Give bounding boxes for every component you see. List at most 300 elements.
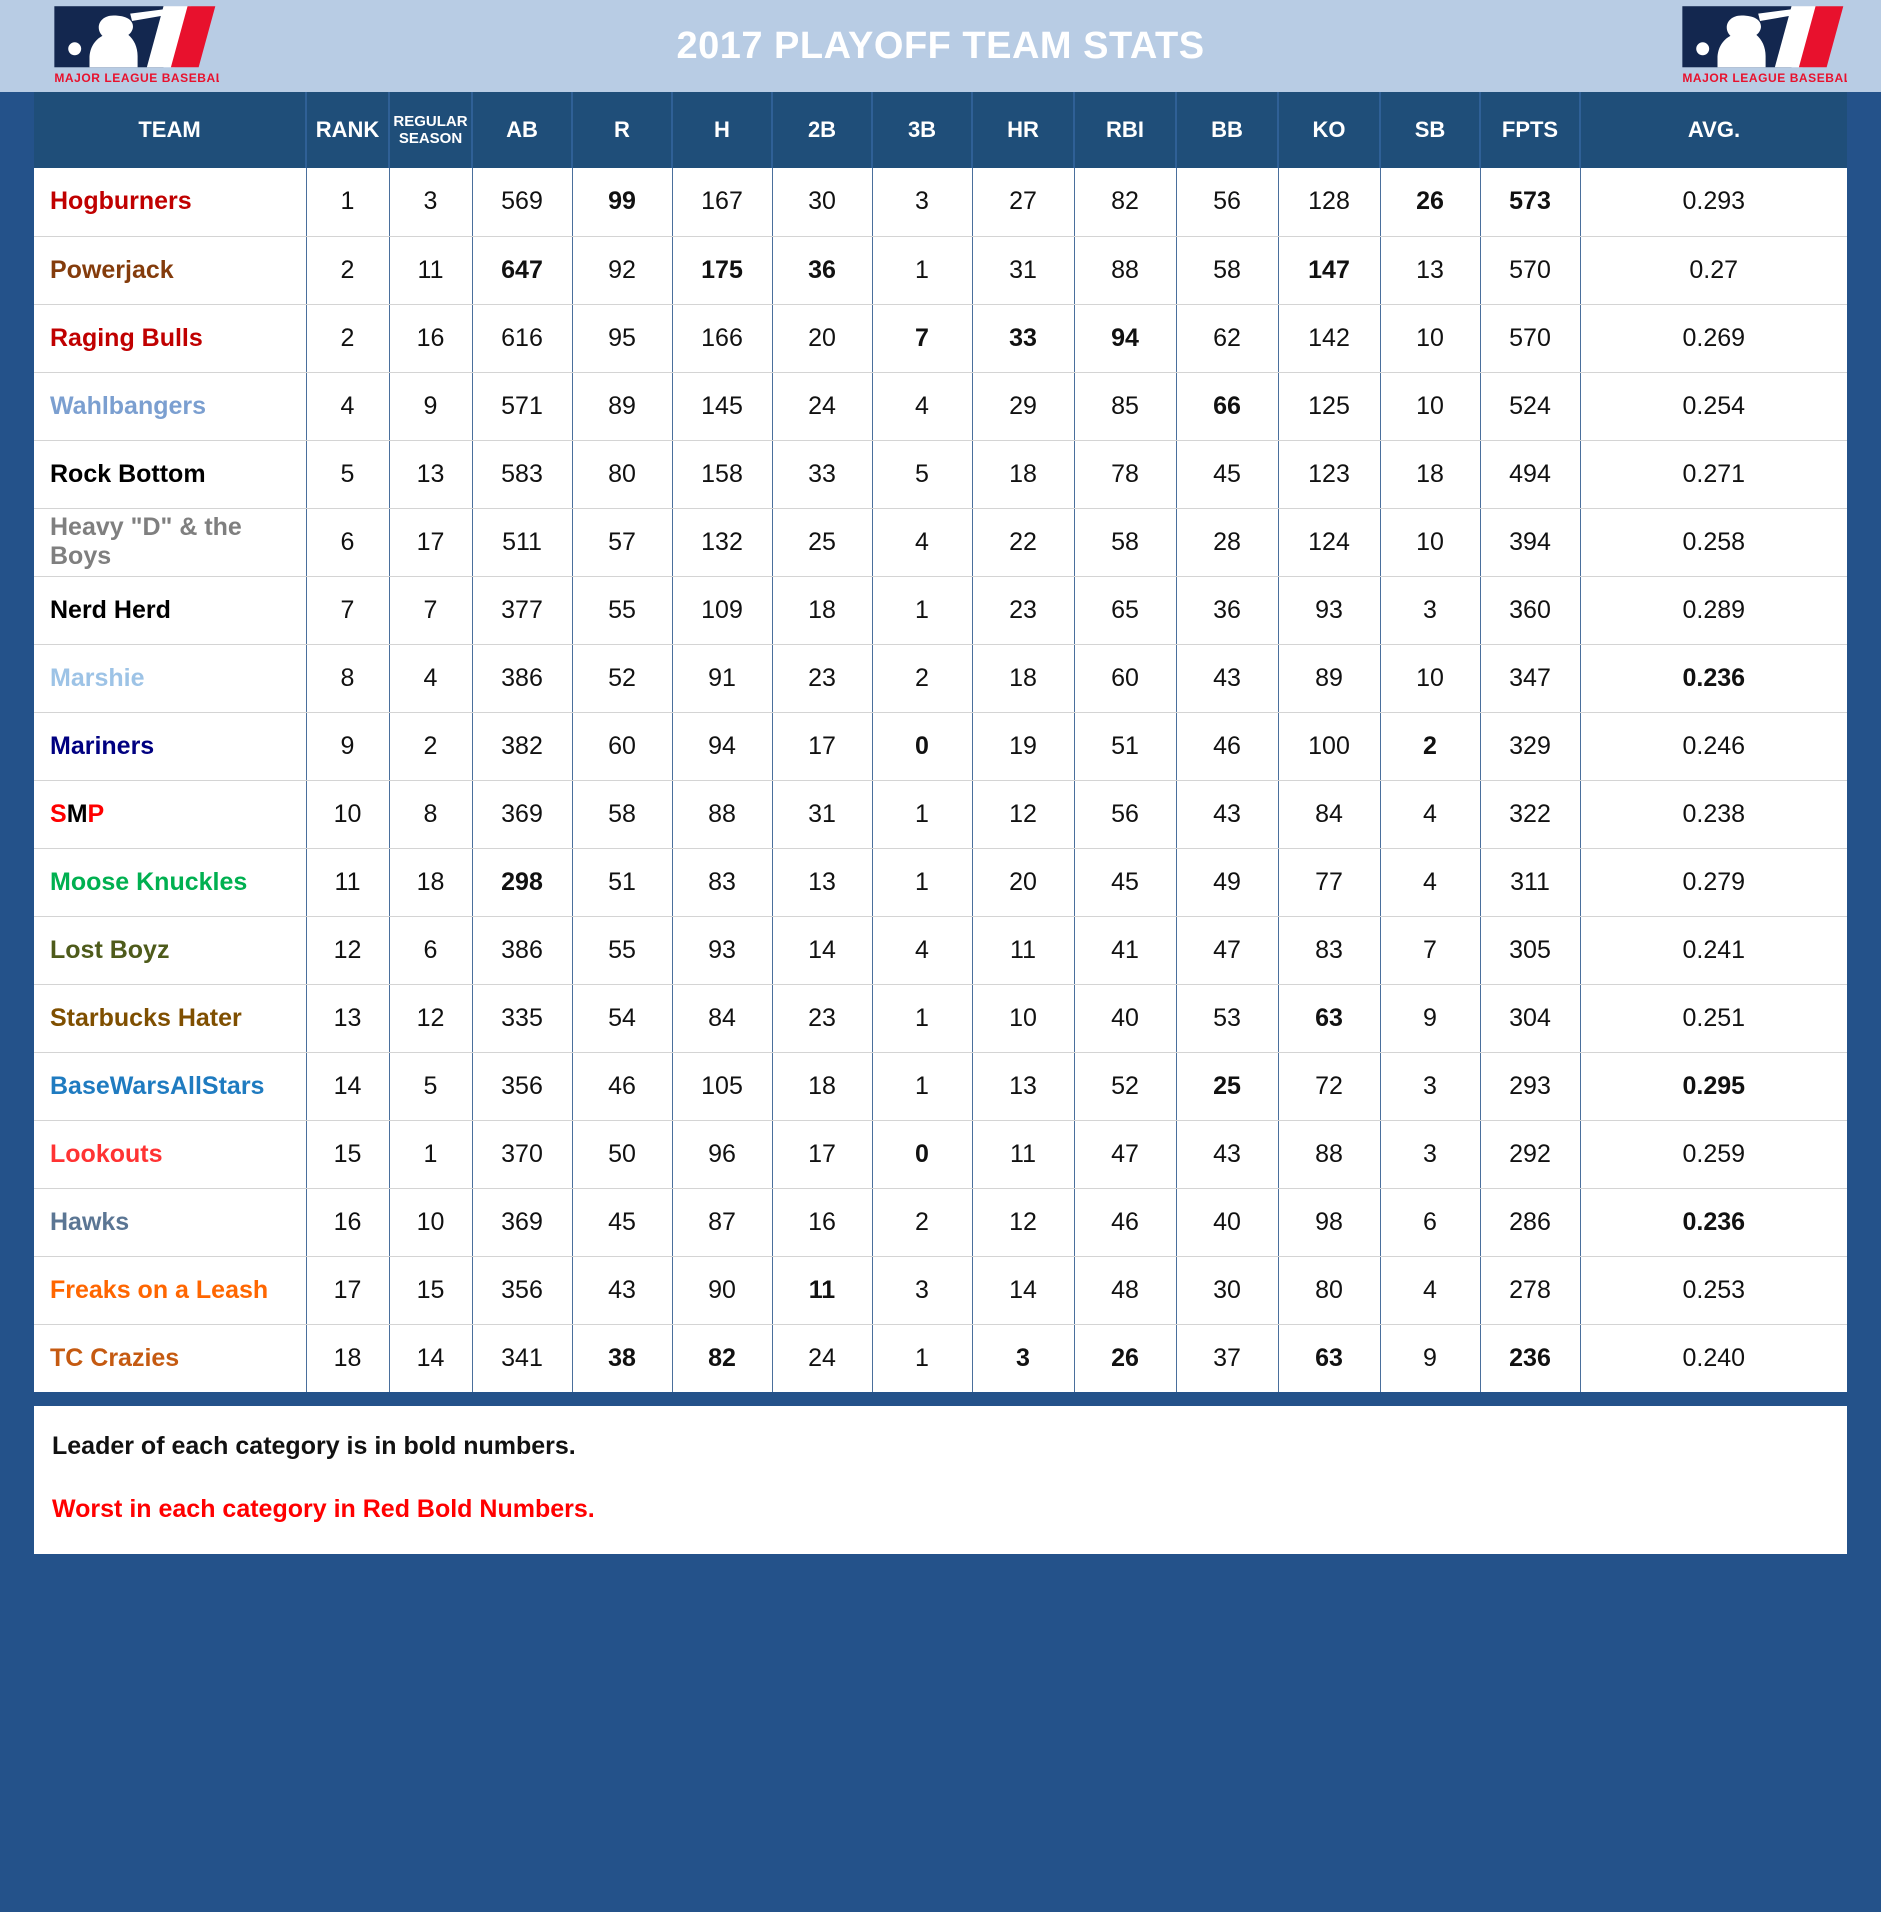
stat-cell-fpts: 236: [1480, 1324, 1580, 1392]
stat-cell-reg: 14: [389, 1324, 472, 1392]
stat-cell-rbi: 60: [1074, 644, 1176, 712]
team-name-cell[interactable]: Powerjack: [34, 236, 306, 304]
stat-cell-bb: 40: [1176, 1188, 1278, 1256]
stat-cell-bb: 62: [1176, 304, 1278, 372]
stat-cell-rbi: 52: [1074, 1052, 1176, 1120]
legend-notes: [34, 1406, 1847, 1554]
table-row: [34, 916, 1847, 984]
stat-cell-3b: 1: [872, 984, 972, 1052]
team-name-cell[interactable]: BaseWarsAllStars: [34, 1052, 306, 1120]
regular-season-line2: SEASON: [398, 130, 463, 147]
stat-cell-r: 55: [572, 916, 672, 984]
stat-cell-sb: 10: [1380, 644, 1480, 712]
stat-cell-avg: 0.258: [1580, 508, 1847, 576]
stat-cell-2b: 24: [772, 1324, 872, 1392]
page-banner: [0, 0, 1881, 92]
stat-cell-bb: 25: [1176, 1052, 1278, 1120]
column-header-rank[interactable]: RANK: [306, 92, 389, 168]
team-name-cell[interactable]: TC Crazies: [50, 1343, 180, 1372]
stat-cell-r: 52: [572, 644, 672, 712]
stat-cell-reg: 3: [389, 168, 472, 236]
stat-cell-avg: 0.251: [1580, 984, 1847, 1052]
stat-cell-hr: 12: [972, 1188, 1074, 1256]
stat-cell-sb: 10: [1380, 304, 1480, 372]
table-row: [34, 1324, 1847, 1392]
stat-cell-2b: 14: [772, 916, 872, 984]
stat-cell-fpts: 311: [1480, 848, 1580, 916]
stat-cell-sb: 4: [1380, 780, 1480, 848]
team-name-cell[interactable]: Starbucks Hater: [34, 984, 306, 1052]
stat-cell-fpts: 322: [1480, 780, 1580, 848]
stat-cell-r: 89: [572, 372, 672, 440]
stat-cell-h: 90: [672, 1256, 772, 1324]
stat-cell-rbi: 56: [1074, 780, 1176, 848]
stat-cell-rbi: 47: [1074, 1120, 1176, 1188]
stat-cell-r: 46: [572, 1052, 672, 1120]
team-name-cell[interactable]: Marshie: [34, 644, 306, 712]
stat-cell-reg: 6: [389, 916, 472, 984]
stats-header-table: [34, 92, 1847, 168]
stat-cell-fpts: 286: [1480, 1188, 1580, 1256]
stat-cell-rank: 17: [306, 1256, 389, 1324]
stat-cell-rank: 2: [306, 236, 389, 304]
team-name-cell[interactable]: Raging Bulls: [34, 304, 306, 372]
stat-cell-fpts: 573: [1480, 168, 1580, 236]
stat-cell-2b: 18: [772, 1052, 872, 1120]
stat-cell-ko: 77: [1278, 848, 1380, 916]
stat-cell-ab: 616: [472, 304, 572, 372]
stat-cell-r: 60: [572, 712, 672, 780]
stat-cell-ab: 571: [472, 372, 572, 440]
team-name-cell[interactable]: Lookouts: [34, 1120, 306, 1188]
team-name-letter: P: [87, 799, 105, 828]
team-name-letter: M: [66, 799, 88, 828]
stat-cell-reg: 5: [389, 1052, 472, 1120]
team-name-letter: S: [50, 799, 67, 828]
stat-cell-avg: 0.27: [1580, 236, 1847, 304]
stat-cell-rbi: 88: [1074, 236, 1176, 304]
column-header-regular-season[interactable]: [389, 92, 472, 168]
stat-cell-ab: 335: [472, 984, 572, 1052]
stat-cell-sb: 3: [1380, 576, 1480, 644]
stat-cell-r: 45: [572, 1188, 672, 1256]
team-name-cell[interactable]: Freaks on a Leash: [34, 1256, 306, 1324]
stat-cell-3b: 1: [872, 236, 972, 304]
stat-cell-hr: 11: [972, 1120, 1074, 1188]
stat-cell-fpts: 305: [1480, 916, 1580, 984]
stat-cell-3b: 0: [872, 712, 972, 780]
stat-cell-3b: 2: [872, 1188, 972, 1256]
table-row: [34, 508, 1847, 576]
stat-cell-reg: 8: [389, 780, 472, 848]
stat-cell-2b: 11: [772, 1256, 872, 1324]
stat-cell-h: 88: [672, 780, 772, 848]
stat-cell-sb: 9: [1380, 984, 1480, 1052]
stat-cell-2b: 17: [772, 1120, 872, 1188]
stat-cell-bb: 56: [1176, 168, 1278, 236]
stat-cell-rbi: 94: [1074, 304, 1176, 372]
column-header-2b[interactable]: 2B: [772, 92, 872, 168]
stat-cell-h: 84: [672, 984, 772, 1052]
stat-cell-fpts: 347: [1480, 644, 1580, 712]
stat-cell-3b: 3: [872, 1256, 972, 1324]
stat-cell-avg: 0.240: [1580, 1324, 1847, 1392]
stat-cell-sb: 7: [1380, 916, 1480, 984]
stat-cell-reg: 15: [389, 1256, 472, 1324]
stat-cell-bb: 46: [1176, 712, 1278, 780]
stat-cell-ko: 80: [1278, 1256, 1380, 1324]
team-name-cell[interactable]: Hawks: [34, 1188, 306, 1256]
header-row: [34, 92, 1847, 168]
regular-season-line1: REGULAR: [393, 112, 468, 130]
table-row: [34, 984, 1847, 1052]
stat-cell-ko: 124: [1278, 508, 1380, 576]
stat-cell-rank: 12: [306, 916, 389, 984]
stat-cell-avg: 0.295: [1580, 1052, 1847, 1120]
stat-cell-sb: 18: [1380, 440, 1480, 508]
stat-cell-reg: 7: [389, 576, 472, 644]
stat-cell-h: 132: [672, 508, 772, 576]
stat-cell-rbi: 48: [1074, 1256, 1176, 1324]
stat-cell-ko: 63: [1278, 1324, 1380, 1392]
stat-cell-hr: 14: [972, 1256, 1074, 1324]
stat-cell-2b: 31: [772, 780, 872, 848]
stat-cell-bb: 58: [1176, 236, 1278, 304]
table-row: [34, 168, 1847, 236]
stat-cell-hr: 27: [972, 168, 1074, 236]
stat-cell-hr: 18: [972, 440, 1074, 508]
team-name-cell[interactable]: [34, 780, 306, 848]
stat-cell-ko: 83: [1278, 916, 1380, 984]
stat-cell-rank: 16: [306, 1188, 389, 1256]
stat-cell-fpts: 394: [1480, 508, 1580, 576]
column-header-avg[interactable]: AVG.: [1580, 92, 1847, 168]
stat-cell-r: 38: [572, 1324, 672, 1392]
stat-cell-hr: 18: [972, 644, 1074, 712]
stat-cell-rank: 8: [306, 644, 389, 712]
stat-cell-h: 166: [672, 304, 772, 372]
stat-cell-bb: 49: [1176, 848, 1278, 916]
stat-cell-reg: 18: [389, 848, 472, 916]
stat-cell-hr: 29: [972, 372, 1074, 440]
stat-cell-r: 55: [572, 576, 672, 644]
stat-cell-fpts: 293: [1480, 1052, 1580, 1120]
stat-cell-avg: 0.289: [1580, 576, 1847, 644]
stat-cell-r: 80: [572, 440, 672, 508]
stat-cell-avg: 0.293: [1580, 168, 1847, 236]
column-header-rbi[interactable]: RBI: [1074, 92, 1176, 168]
stat-cell-rbi: 26: [1074, 1324, 1176, 1392]
stat-cell-2b: 17: [772, 712, 872, 780]
team-name-cell[interactable]: Rock Bottom: [34, 440, 306, 508]
stat-cell-h: 83: [672, 848, 772, 916]
team-name-cell[interactable]: Heavy "D" & the Boys: [34, 508, 306, 576]
stat-cell-rbi: 41: [1074, 916, 1176, 984]
stat-cell-ab: 356: [472, 1256, 572, 1324]
stat-cell-2b: 30: [772, 168, 872, 236]
stat-cell-rbi: 65: [1074, 576, 1176, 644]
stat-cell-ko: 72: [1278, 1052, 1380, 1120]
mlb-logo-left: [34, 6, 219, 86]
team-name-cell[interactable]: Moose Knuckles: [34, 848, 306, 916]
stat-cell-sb: 10: [1380, 508, 1480, 576]
table-row: [34, 236, 1847, 304]
stat-cell-h: 158: [672, 440, 772, 508]
stat-cell-ab: 511: [472, 508, 572, 576]
stat-cell-hr: 31: [972, 236, 1074, 304]
stat-cell-h: 94: [672, 712, 772, 780]
column-header-fpts[interactable]: FPTS: [1480, 92, 1580, 168]
table-row: [34, 780, 1847, 848]
stat-cell-fpts: 570: [1480, 304, 1580, 372]
stat-cell-sb: 3: [1380, 1120, 1480, 1188]
stat-cell-2b: 16: [772, 1188, 872, 1256]
stat-cell-h: 96: [672, 1120, 772, 1188]
column-header-r[interactable]: R: [572, 92, 672, 168]
stat-cell-r: 43: [572, 1256, 672, 1324]
stat-cell-sb: 9: [1380, 1324, 1480, 1392]
stat-cell-avg: 0.238: [1580, 780, 1847, 848]
svg-text:MAJOR LEAGUE BASEBALL: MAJOR LEAGUE BASEBALL: [1682, 71, 1847, 86]
stat-cell-ab: 341: [472, 1324, 572, 1392]
stat-cell-sb: 26: [1380, 168, 1480, 236]
stat-cell-rbi: 46: [1074, 1188, 1176, 1256]
stat-cell-reg: 10: [389, 1188, 472, 1256]
stat-cell-ab: 569: [472, 168, 572, 236]
stat-cell-h: 105: [672, 1052, 772, 1120]
stat-cell-h: 167: [672, 168, 772, 236]
stat-cell-bb: 45: [1176, 440, 1278, 508]
stat-cell-3b: 7: [872, 304, 972, 372]
stat-cell-h: 91: [672, 644, 772, 712]
stat-cell-h: 87: [672, 1188, 772, 1256]
stat-cell-2b: 20: [772, 304, 872, 372]
stat-cell-2b: 18: [772, 576, 872, 644]
stat-cell-3b: 4: [872, 916, 972, 984]
stat-cell-hr: 13: [972, 1052, 1074, 1120]
stat-cell-ab: 386: [472, 916, 572, 984]
stat-cell-2b: 24: [772, 372, 872, 440]
stat-cell-h: 145: [672, 372, 772, 440]
stat-cell-ko: 100: [1278, 712, 1380, 780]
table-row: [34, 712, 1847, 780]
stat-cell-rank: 2: [306, 304, 389, 372]
stat-cell-ab: 369: [472, 780, 572, 848]
table-row: [34, 1256, 1847, 1324]
table-row: [34, 1120, 1847, 1188]
stat-cell-fpts: 360: [1480, 576, 1580, 644]
stat-cell-ab: 370: [472, 1120, 572, 1188]
stat-cell-avg: 0.259: [1580, 1120, 1847, 1188]
svg-text:MAJOR LEAGUE BASEBALL: MAJOR LEAGUE BASEBALL: [54, 71, 219, 86]
stat-cell-reg: 2: [389, 712, 472, 780]
legend-worst-note: Worst in each category in Red Bold Numbers.: [52, 1495, 595, 1523]
stat-cell-rbi: 85: [1074, 372, 1176, 440]
stat-cell-ab: 369: [472, 1188, 572, 1256]
stat-cell-h: 82: [672, 1324, 772, 1392]
stat-cell-hr: 22: [972, 508, 1074, 576]
stat-cell-bb: 66: [1176, 372, 1278, 440]
stats-body-table: [34, 168, 1847, 1392]
column-header-h[interactable]: H: [672, 92, 772, 168]
stat-cell-reg: 17: [389, 508, 472, 576]
stat-cell-2b: 23: [772, 984, 872, 1052]
stat-cell-avg: 0.236: [1580, 644, 1847, 712]
table-row: [34, 576, 1847, 644]
stat-cell-hr: 10: [972, 984, 1074, 1052]
team-name-cell[interactable]: Mariners: [34, 712, 306, 780]
stat-cell-2b: 33: [772, 440, 872, 508]
stat-cell-r: 51: [572, 848, 672, 916]
stat-cell-r: 99: [572, 168, 672, 236]
stat-cell-ko: 147: [1278, 236, 1380, 304]
column-header-sb[interactable]: SB: [1380, 92, 1480, 168]
legend-leader-note: Leader of each category is in bold numbers.: [52, 1432, 576, 1460]
stat-cell-rank: 6: [306, 508, 389, 576]
table-row: [34, 372, 1847, 440]
stat-cell-ab: 647: [472, 236, 572, 304]
stat-cell-reg: 11: [389, 236, 472, 304]
stat-cell-bb: 53: [1176, 984, 1278, 1052]
stat-cell-avg: 0.253: [1580, 1256, 1847, 1324]
stat-cell-rank: 14: [306, 1052, 389, 1120]
stat-cell-ko: 84: [1278, 780, 1380, 848]
column-header-team[interactable]: TEAM: [34, 92, 306, 168]
stat-cell-reg: 4: [389, 644, 472, 712]
stat-cell-fpts: 524: [1480, 372, 1580, 440]
stat-cell-2b: 25: [772, 508, 872, 576]
stat-cell-3b: 4: [872, 508, 972, 576]
stat-cell-2b: 23: [772, 644, 872, 712]
stat-cell-reg: 13: [389, 440, 472, 508]
stat-cell-ko: 88: [1278, 1120, 1380, 1188]
stat-cell-hr: 23: [972, 576, 1074, 644]
stat-cell-rbi: 82: [1074, 168, 1176, 236]
stat-cell-ko: 98: [1278, 1188, 1380, 1256]
stat-cell-hr: 20: [972, 848, 1074, 916]
stat-cell-reg: 16: [389, 304, 472, 372]
page-title: 2017 PLAYOFF TEAM STATS: [676, 24, 1205, 67]
stat-cell-hr: 12: [972, 780, 1074, 848]
stat-cell-sb: 2: [1380, 712, 1480, 780]
stat-cell-r: 95: [572, 304, 672, 372]
stat-cell-sb: 13: [1380, 236, 1480, 304]
stat-cell-sb: 4: [1380, 848, 1480, 916]
stat-cell-ko: 128: [1278, 168, 1380, 236]
stat-cell-ab: 356: [472, 1052, 572, 1120]
stat-cell-ab: 386: [472, 644, 572, 712]
stat-cell-ko: 63: [1278, 984, 1380, 1052]
team-name-cell[interactable]: Nerd Herd: [34, 576, 306, 644]
stat-cell-avg: 0.279: [1580, 848, 1847, 916]
stat-cell-ko: 89: [1278, 644, 1380, 712]
table-row: [34, 644, 1847, 712]
stat-cell-hr: 19: [972, 712, 1074, 780]
stat-cell-sb: 6: [1380, 1188, 1480, 1256]
stat-cell-3b: 1: [872, 1052, 972, 1120]
stat-cell-ab: 377: [472, 576, 572, 644]
stat-cell-reg: 12: [389, 984, 472, 1052]
stat-cell-bb: 43: [1176, 1120, 1278, 1188]
table-row: [34, 1052, 1847, 1120]
table-header-wrap: [0, 92, 1881, 168]
stat-cell-r: 50: [572, 1120, 672, 1188]
team-name-cell[interactable]: Lost Boyz: [34, 916, 306, 984]
stat-cell-ab: 298: [472, 848, 572, 916]
table-row: [34, 1188, 1847, 1256]
stat-cell-hr: 11: [972, 916, 1074, 984]
stat-cell-3b: 1: [872, 1324, 972, 1392]
column-header-ab[interactable]: AB: [472, 92, 572, 168]
stat-cell-bb: 47: [1176, 916, 1278, 984]
column-header-bb[interactable]: BB: [1176, 92, 1278, 168]
mlb-logo-right: [1662, 6, 1847, 86]
stat-cell-bb: 43: [1176, 644, 1278, 712]
stat-cell-h: 175: [672, 236, 772, 304]
stat-cell-r: 57: [572, 508, 672, 576]
stat-cell-r: 92: [572, 236, 672, 304]
stat-cell-fpts: 292: [1480, 1120, 1580, 1188]
stat-cell-3b: 2: [872, 644, 972, 712]
table-row: [34, 848, 1847, 916]
column-header-hr[interactable]: HR: [972, 92, 1074, 168]
stat-cell-fpts: 304: [1480, 984, 1580, 1052]
stat-cell-bb: 43: [1176, 780, 1278, 848]
stat-cell-fpts: 329: [1480, 712, 1580, 780]
stat-cell-fpts: 494: [1480, 440, 1580, 508]
stat-cell-bb: 28: [1176, 508, 1278, 576]
stat-cell-3b: 4: [872, 372, 972, 440]
stat-cell-sb: 10: [1380, 372, 1480, 440]
stat-cell-fpts: 278: [1480, 1256, 1580, 1324]
stats-body-card: [34, 168, 1847, 1392]
column-header-3b[interactable]: 3B: [872, 92, 972, 168]
stat-cell-avg: 0.241: [1580, 916, 1847, 984]
stat-cell-rbi: 78: [1074, 440, 1176, 508]
stat-cell-rbi: 51: [1074, 712, 1176, 780]
stat-cell-rank: 11: [306, 848, 389, 916]
stat-cell-3b: 1: [872, 576, 972, 644]
stat-cell-2b: 36: [772, 236, 872, 304]
stat-cell-hr: 33: [972, 304, 1074, 372]
stat-cell-rbi: 58: [1074, 508, 1176, 576]
stat-cell-sb: 3: [1380, 1052, 1480, 1120]
stat-cell-ab: 382: [472, 712, 572, 780]
stat-cell-bb: 30: [1176, 1256, 1278, 1324]
stat-cell-reg: 9: [389, 372, 472, 440]
stat-cell-rbi: 45: [1074, 848, 1176, 916]
stat-cell-ab: 583: [472, 440, 572, 508]
stat-cell-rank: 10: [306, 780, 389, 848]
stat-cell-rank: 15: [306, 1120, 389, 1188]
stat-cell-ko: 123: [1278, 440, 1380, 508]
column-header-ko[interactable]: KO: [1278, 92, 1380, 168]
stat-cell-rank: 18: [306, 1324, 389, 1392]
stat-cell-2b: 13: [772, 848, 872, 916]
stat-cell-r: 54: [572, 984, 672, 1052]
stat-cell-ko: 125: [1278, 372, 1380, 440]
stat-cell-bb: 37: [1176, 1324, 1278, 1392]
table-row: [34, 304, 1847, 372]
team-name-cell[interactable]: Wahlbangers: [34, 372, 306, 440]
stat-cell-avg: 0.269: [1580, 304, 1847, 372]
stat-cell-h: 93: [672, 916, 772, 984]
team-name-cell[interactable]: Hogburners: [34, 168, 306, 236]
stat-cell-rank: 1: [306, 168, 389, 236]
stat-cell-avg: 0.236: [1580, 1188, 1847, 1256]
stat-cell-rank: 7: [306, 576, 389, 644]
stat-cell-rank: 13: [306, 984, 389, 1052]
